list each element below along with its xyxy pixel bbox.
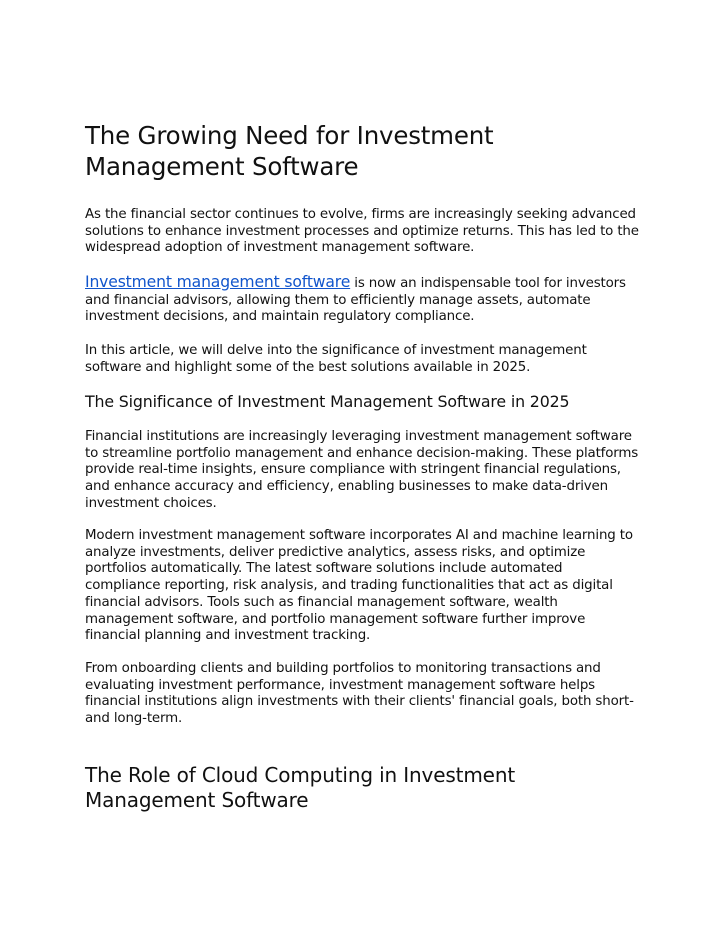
section-heading-cloud-computing: The Role of Cloud Computing in Investment Management Software [85,763,516,812]
significance-paragraph-2: Modern investment management software incorporates AI and machine learning to analyze investments, deliver predictive analytics, assess risks, and optimize portfolios automatically. The latest software solutions include automated compliance reporting, risk analysis, and trading functionalities that act as digital financial advisors. Tools such as financial management software, wealth management software, and portfolio management software further improve financial planning and investment tracking. [85,528,633,644]
investment-management-software-link[interactable]: Investment management software [85,273,351,291]
intro-paragraph: As the financial sector continues to evolve, firms are increasingly seeking advanced solutions to enhance investment processes and optimize returns. This has led to the widespread adoption of investment management software. [85,207,639,256]
paragraph-software-tool [85,274,641,326]
article-overview-paragraph: In this article, we will delve into the significance of investment management software and highlight some of the best solutions available in 2025. [85,343,587,375]
paragraph-software-tool-text: is now an indispensable tool for investors and financial advisors, allowing them to efficiently manage assets, automate investment decisions, and maintain regulatory compliance. [85,276,626,325]
section-heading-significance: The Significance of Investment Management Software in 2025 [85,392,570,411]
significance-paragraph-1: Financial institutions are increasingly leveraging investment management software to streamline portfolio management and enhance decision-making. These platforms provide real-time insights, ensure compliance with stringent financial regulations, and enhance accuracy and efficiency, enabling businesses to make data-driven investment choices. [85,429,639,511]
page-title: The Growing Need for Investment Management Software [85,121,494,181]
significance-paragraph-3: From onboarding clients and building portfolios to monitoring transactions and evaluating investment performance, investment management software helps financial institutions align investments with their clients' financial goals, both short- and long-term. [85,661,634,727]
